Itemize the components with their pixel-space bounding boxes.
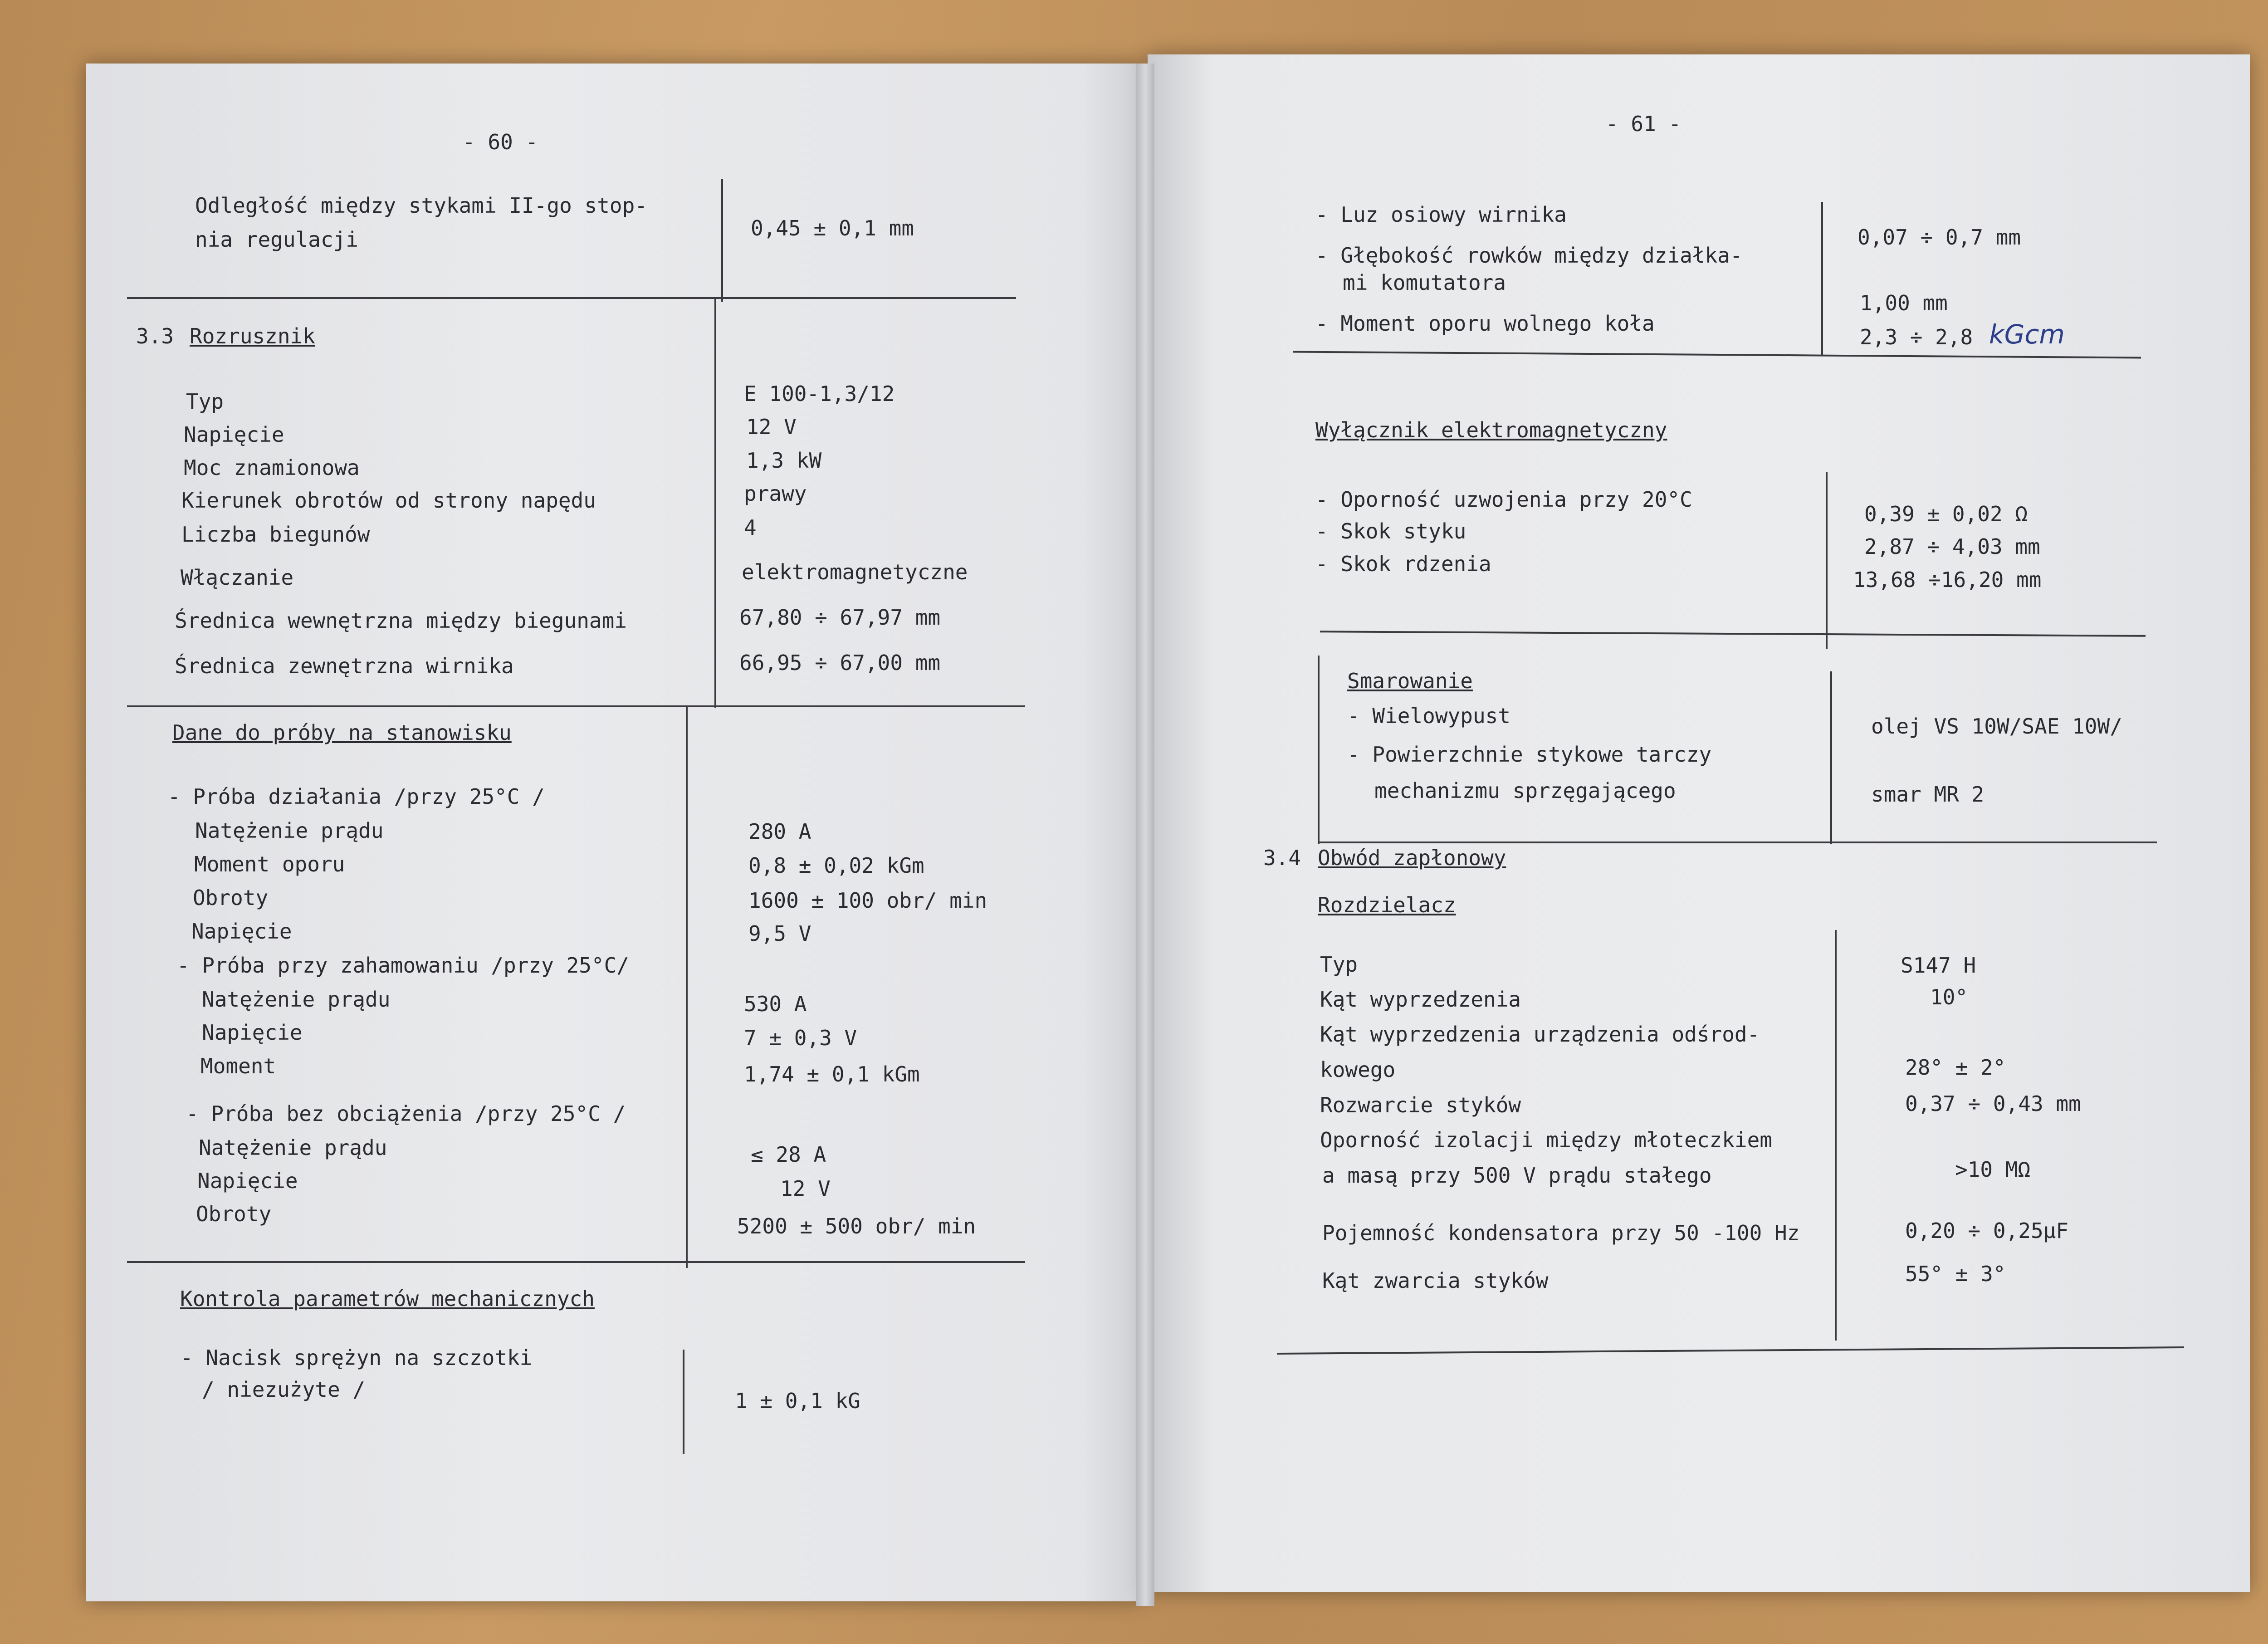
- section-subtitle-rozdzielacz: Rozdzielacz: [1318, 893, 1456, 917]
- top-block-label: - Głębokość rowków między działka-: [1315, 243, 1743, 268]
- spec-value: 12 V: [746, 415, 797, 439]
- test-row-label: Napięcie: [191, 919, 292, 944]
- section-title-rozrusznik: Rozrusznik: [190, 324, 315, 348]
- spec-label: Włączanie: [181, 565, 294, 590]
- lube-row2-label-1: - Powierzchnie stykowe tarczy: [1347, 742, 1712, 767]
- distributor-row-label: kowego: [1320, 1057, 1396, 1082]
- section-rule: [127, 705, 1025, 707]
- test-row-label: Napięcie: [202, 1020, 303, 1045]
- section-number-34: 3.4: [1263, 846, 1301, 870]
- test-row-label: - Próba przy zahamowaniu /przy 25°C/: [177, 953, 629, 978]
- column-divider: [683, 1350, 684, 1454]
- spec-value: elektromagnetyczne: [742, 560, 968, 584]
- distributor-row-value: 55° ± 3°: [1905, 1262, 2006, 1286]
- lube-row1-label: - Wielowypust: [1347, 704, 1511, 728]
- spec-value: 66,95 ÷ 67,00 mm: [739, 651, 941, 675]
- spec-label: Typ: [186, 389, 224, 414]
- distributor-row-label: a masą przy 500 V prądu stałego: [1322, 1163, 1712, 1188]
- test-data-title: Dane do próby na stanowisku: [172, 720, 512, 745]
- distributor-row-value: >10 MΩ: [1955, 1157, 2031, 1182]
- top-row-value: 0,45 ± 0,1 mm: [751, 216, 914, 240]
- column-divider: [721, 179, 723, 302]
- lube-row2-value: smar MR 2: [1871, 782, 1984, 807]
- column-divider: [1821, 202, 1823, 356]
- test-row-value: ≤ 28 A: [751, 1142, 826, 1167]
- top-row-label-1: Odległość między stykami II-go stop-: [195, 193, 647, 218]
- spec-label: Średnica zewnętrzna wirnika: [175, 654, 514, 678]
- spec-label: Liczba biegunów: [181, 522, 370, 547]
- test-row-value: 5200 ± 500 obr/ min: [737, 1214, 976, 1238]
- distributor-row-value: 28° ± 2°: [1905, 1055, 2006, 1080]
- top-row-label-2: nia regulacji: [195, 227, 359, 252]
- distributor-row-label: Kąt zwarcia styków: [1322, 1268, 1549, 1293]
- top-block-value: 1,00 mm: [1860, 291, 1948, 315]
- test-row-label: - Próba działania /przy 25°C /: [168, 784, 545, 809]
- switch-row-value: 13,68 ÷16,20 mm: [1853, 568, 2042, 592]
- distributor-row-label: Typ: [1320, 952, 1358, 977]
- switch-title: Wyłącznik elektromagnetyczny: [1315, 418, 1667, 442]
- section-rule: [1318, 842, 2157, 843]
- top-block-value: 0,07 ÷ 0,7 mm: [1857, 225, 2021, 250]
- distributor-row-label: Kąt wyprzedzenia: [1320, 987, 1521, 1012]
- spec-value: 4: [744, 515, 757, 540]
- switch-row-value: 2,87 ÷ 4,03 mm: [1864, 534, 2040, 559]
- handwritten-unit-kgcm: kGcm: [1989, 319, 2065, 350]
- right-page: [1148, 54, 2250, 1592]
- switch-row-label: - Skok rdzenia: [1315, 552, 1491, 576]
- mech-label-1: - Nacisk sprężyn na szczotki: [181, 1346, 533, 1370]
- column-divider: [686, 705, 688, 1268]
- test-row-label: Obroty: [193, 886, 269, 910]
- test-row-value: 9,5 V: [748, 921, 811, 946]
- section-title-obwod: Obwód zapłonowy: [1318, 846, 1506, 870]
- test-row-label: - Próba bez obciążenia /przy 25°C /: [186, 1101, 626, 1126]
- test-row-label: Natężenie prądu: [202, 987, 391, 1012]
- test-row-value: 1600 ± 100 obr/ min: [748, 888, 987, 913]
- distributor-row-value: 10°: [1930, 985, 1968, 1009]
- top-block-label: mi komutatora: [1343, 270, 1506, 295]
- box-left-border: [1318, 656, 1320, 844]
- lube-row1-value: olej VS 10W/SAE 10W/: [1871, 714, 2122, 739]
- mech-title: Kontrola parametrów mechanicznych: [180, 1287, 595, 1311]
- spec-value: 67,80 ÷ 67,97 mm: [739, 605, 941, 630]
- book-spine: [1136, 64, 1154, 1606]
- lube-row2-label-2: mechanizmu sprzęgającego: [1374, 778, 1676, 803]
- spec-value: 1,3 kW: [746, 448, 822, 473]
- spec-label: Napięcie: [184, 422, 284, 447]
- test-row-label: Natężenie prądu: [195, 818, 384, 843]
- test-row-value: 12 V: [780, 1176, 831, 1201]
- top-block-value: 2,3 ÷ 2,8: [1860, 325, 1973, 349]
- distributor-row-label: Rozwarcie styków: [1320, 1093, 1521, 1117]
- test-row-label: Moment: [200, 1054, 276, 1078]
- test-row-value: 530 A: [744, 992, 807, 1016]
- test-row-value: 0,8 ± 0,02 kGm: [748, 853, 924, 878]
- spec-label: Kierunek obrotów od strony napędu: [181, 488, 596, 513]
- spec-label: Średnica wewnętrzna między biegunami: [175, 608, 627, 633]
- mech-label-2: / niezużyte /: [202, 1377, 366, 1402]
- distributor-row-value: 0,20 ÷ 0,25μF: [1905, 1218, 2069, 1243]
- distributor-row-label: Kąt wyprzedzenia urządzenia odśrod-: [1320, 1022, 1760, 1047]
- page-number-60: - 60 -: [463, 130, 538, 154]
- distributor-row-value: 0,37 ÷ 0,43 mm: [1905, 1091, 2081, 1116]
- mech-value: 1 ± 0,1 kG: [735, 1389, 860, 1413]
- test-row-label: Natężenie prądu: [199, 1135, 387, 1160]
- distributor-row-value: S147 H: [1901, 953, 1976, 978]
- switch-row-label: - Oporność uzwojenia przy 20°C: [1315, 487, 1692, 512]
- lube-title: Smarowanie: [1347, 669, 1473, 693]
- spec-value: E 100-1,3/12: [744, 382, 895, 406]
- distributor-row-label: Oporność izolacji między młoteczkiem: [1320, 1128, 1772, 1152]
- test-row-label: Obroty: [196, 1202, 272, 1226]
- top-block-label: - Moment oporu wolnego koła: [1315, 311, 1655, 336]
- spec-label: Moc znamionowa: [184, 455, 360, 480]
- test-row-label: Moment oporu: [194, 852, 345, 876]
- switch-row-value: 0,39 ± 0,02 Ω: [1864, 502, 2028, 526]
- section-rule: [127, 1261, 1025, 1263]
- test-row-label: Napięcie: [197, 1169, 298, 1193]
- column-divider: [1830, 671, 1832, 844]
- column-divider: [1826, 472, 1828, 649]
- section-number-33: 3.3: [136, 324, 174, 348]
- test-row-value: 7 ± 0,3 V: [744, 1026, 857, 1050]
- test-row-value: 280 A: [748, 819, 811, 844]
- top-block-label: - Luz osiowy wirnika: [1315, 202, 1567, 227]
- spec-value: prawy: [744, 481, 807, 506]
- distributor-row-label: Pojemność kondensatora przy 50 -100 Hz: [1322, 1221, 1800, 1245]
- column-divider: [714, 297, 716, 708]
- test-row-value: 1,74 ± 0,1 kGm: [744, 1062, 920, 1086]
- switch-row-label: - Skok styku: [1315, 519, 1466, 543]
- column-divider: [1835, 930, 1837, 1341]
- page-number-61: - 61 -: [1606, 112, 1681, 136]
- section-rule: [127, 297, 1016, 299]
